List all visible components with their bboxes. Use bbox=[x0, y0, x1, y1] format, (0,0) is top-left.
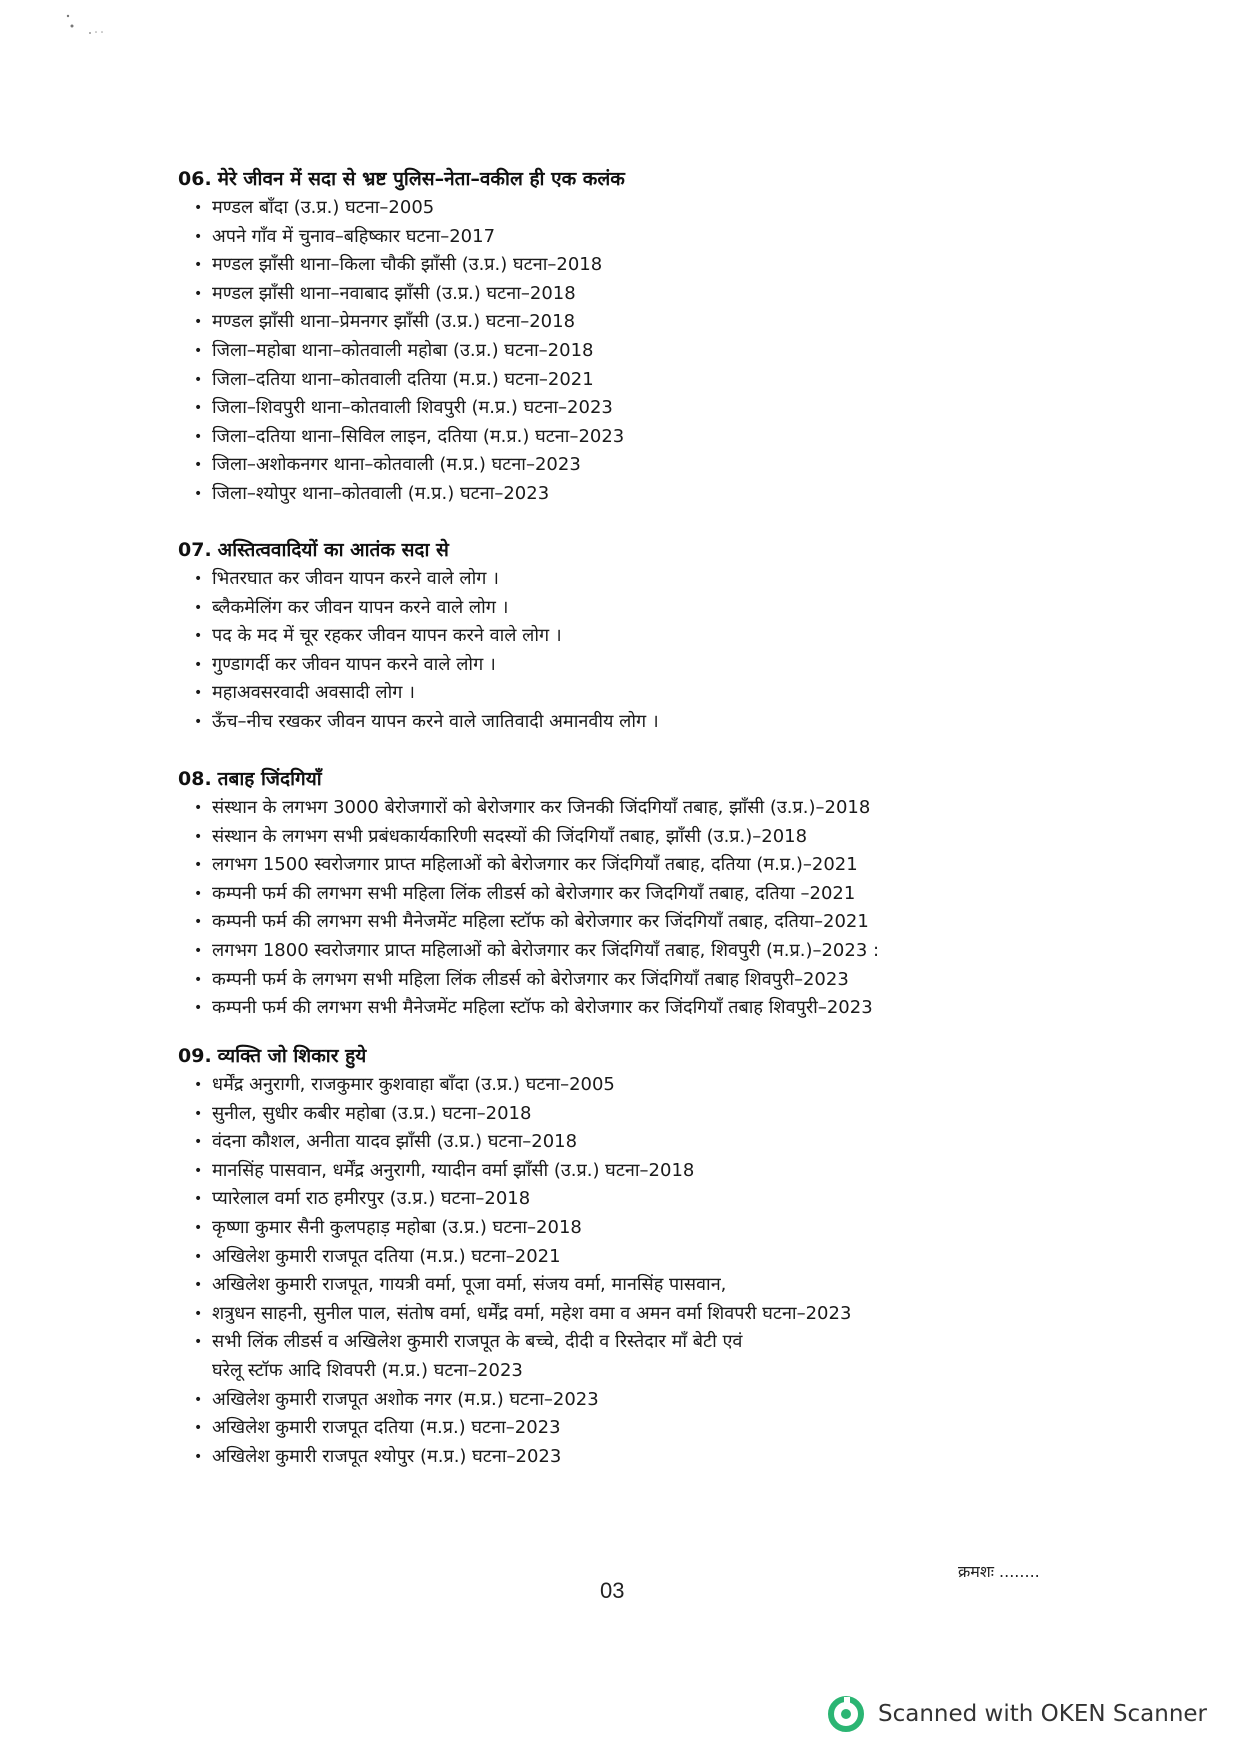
section-number: 09. bbox=[178, 1045, 212, 1067]
bullet-icon: • bbox=[194, 1334, 203, 1351]
list-item-continuation: घरेलू स्टॉफ आदि शिवपरी (म.प्र.) घटना–2023 bbox=[212, 1359, 523, 1381]
list-item bbox=[194, 1271, 1138, 1300]
bullet-icon: • bbox=[194, 857, 203, 874]
scanner-watermark bbox=[826, 1694, 1207, 1734]
list-item-text: कम्पनी फर्म की लगभग सभी मैनेजमेंट महिला स्टॉफ को बेरोजगार कर जिंदगियाँ तबाह, दतिया–2021 bbox=[212, 911, 869, 933]
section-title bbox=[178, 1041, 1138, 1071]
bullet-icon: • bbox=[194, 971, 203, 988]
bullet-icon: • bbox=[194, 1219, 203, 1236]
list-item bbox=[194, 480, 1138, 509]
list-item-text: अखिलेश कुमारी राजपूत श्योपुर (म.प्र.) घटना–2023 bbox=[212, 1445, 562, 1467]
list-item bbox=[194, 337, 1138, 366]
bullet-icon: • bbox=[194, 713, 203, 730]
list-item bbox=[194, 708, 1138, 737]
section-heading: व्यक्ति जो शिकार हुये bbox=[217, 1045, 367, 1067]
section-title bbox=[178, 764, 1138, 794]
list-item-text: मण्डल बाँदा (उ.प्र.) घटना–2005 bbox=[212, 197, 435, 218]
continued-marker: क्रमशः ........ bbox=[958, 1562, 1040, 1581]
list-item-text: कृष्णा कुमार सैनी कुलपहाड़ महोबा (उ.प्र.) घटना–2018 bbox=[212, 1216, 582, 1238]
bullet-icon: • bbox=[194, 228, 203, 245]
bullet-icon: • bbox=[194, 400, 203, 417]
bullet-icon: • bbox=[194, 656, 203, 673]
section-title bbox=[178, 535, 1138, 565]
list-item bbox=[194, 794, 1138, 823]
bullet-icon: • bbox=[194, 1000, 203, 1017]
list-item-text: ऊँच–नीच रखकर जीवन यापन करने वाले जातिवादी अमानवीय लोग । bbox=[212, 710, 659, 732]
list-item bbox=[194, 1128, 1138, 1157]
list-item-text: ब्लैकमेलिंग कर जीवन यापन करने वाले लोग । bbox=[212, 596, 509, 618]
list-item bbox=[194, 966, 1138, 995]
list-item-text: जिला–दतिया थाना–कोतवाली दतिया (म.प्र.) घटना–2021 bbox=[212, 368, 594, 390]
list-item-text: शत्रुधन साहनी, सुनील पाल, संतोष वर्मा, धर्मेंद्र वर्मा, महेश वमा व अमन वर्मा शिवपरी घटना–2023 bbox=[212, 1302, 852, 1324]
bullet-list bbox=[178, 565, 1138, 737]
list-item-text: कम्पनी फर्म की लगभग सभी मैनेजमेंट महिला स्टॉफ को बेरोजगार कर जिंदगियाँ तबाह शिवपुरी–2023 bbox=[212, 997, 873, 1019]
list-item-text: वंदना कौशल, अनीता यादव झाँसी (उ.प्र.) घटना–2018 bbox=[212, 1131, 578, 1153]
list-item bbox=[194, 622, 1138, 651]
bullet-icon: • bbox=[194, 942, 203, 959]
bullet-icon: • bbox=[194, 285, 203, 302]
bullet-icon: • bbox=[194, 342, 203, 359]
list-item bbox=[194, 366, 1138, 395]
scanner-watermark-text: Scanned with OKEN Scanner bbox=[878, 1701, 1207, 1727]
list-item bbox=[194, 1328, 1138, 1385]
list-item-text: संस्थान के लगभग सभी प्रबंधकार्यकारिणी सदस्यों की जिंदगियाँ तबाह, झाँसी (उ.प्र.)–2018 bbox=[212, 825, 808, 847]
section-heading: तबाह जिंदगियाँ bbox=[217, 768, 322, 790]
section-heading: मेरे जीवन में सदा से भ्रष्ट पुलिस–नेता–वकील ही एक कलंक bbox=[217, 168, 625, 190]
list-item-text: कम्पनी फर्म के लगभग सभी महिला लिंक लीडर्स को बेरोजगार कर जिंदगियाँ तबाह शिवपुरी–2023 bbox=[212, 968, 849, 990]
bullet-icon: • bbox=[194, 1248, 203, 1265]
list-item-text: मण्डल झाँसी थाना–नवाबाद झाँसी (उ.प्र.) घटना–2018 bbox=[212, 282, 576, 304]
list-item-text: मण्डल झाँसी थाना–प्रेमनगर झाँसी (उ.प्र.) घटना–2018 bbox=[212, 311, 576, 333]
bullet-icon: • bbox=[194, 1420, 203, 1437]
list-item-text: जिला–शिवपुरी थाना–कोतवाली शिवपुरी (म.प्र.) घटना–2023 bbox=[212, 397, 613, 419]
bullet-icon: • bbox=[194, 1391, 203, 1408]
list-item bbox=[194, 679, 1138, 708]
bullet-icon: • bbox=[194, 1134, 203, 1151]
section-number: 07. bbox=[178, 539, 212, 561]
list-item-text: जिला–दतिया थाना–सिविल लाइन, दतिया (म.प्र.) घटना–2023 bbox=[212, 425, 625, 447]
bullet-list bbox=[178, 1071, 1138, 1471]
list-item bbox=[194, 1386, 1138, 1415]
bullet-icon: • bbox=[194, 571, 203, 587]
section-08 bbox=[178, 764, 1138, 1023]
bullet-icon: • bbox=[194, 885, 203, 902]
list-item bbox=[194, 280, 1138, 309]
list-item-text: लगभग 1500 स्वरोजगार प्राप्त महिलाओं को बेरोजगार कर जिंदगियाँ तबाह, दतिया (म.प्र.)–2021 bbox=[212, 854, 858, 876]
bullet-icon: • bbox=[194, 428, 203, 445]
bullet-icon: • bbox=[194, 457, 203, 474]
list-item bbox=[194, 1214, 1138, 1243]
list-item-text: अखिलेश कुमारी राजपूत, गायत्री वर्मा, पूजा वर्मा, संजय वर्मा, मानसिंह पासवान, bbox=[212, 1274, 727, 1296]
bullet-icon: • bbox=[194, 1448, 203, 1465]
section-number: 06. bbox=[178, 168, 212, 190]
list-item-text: अखिलेश कुमारी राजपूत दतिया (म.प्र.) घटना–2023 bbox=[212, 1417, 561, 1439]
oken-scanner-logo-icon bbox=[826, 1694, 866, 1734]
list-item-text: संस्थान के लगभग 3000 बेरोजगारों को बेरोजगार कर जिनकी जिंदगियाँ तबाह, झाँसी (उ.प्र.)–2018 bbox=[212, 797, 871, 818]
list-item-text: कम्पनी फर्म की लगभग सभी महिला लिंक लीडर्स को बेरोजगार कर जिदगियाँ तबाह, दतिया –2021 bbox=[212, 882, 856, 904]
bullet-icon: • bbox=[194, 685, 203, 702]
bullet-icon: • bbox=[194, 1162, 203, 1179]
list-item bbox=[194, 1157, 1138, 1186]
bullet-list bbox=[178, 794, 1138, 1023]
bullet-icon: • bbox=[194, 1105, 203, 1122]
section-number: 08. bbox=[178, 768, 212, 790]
list-item bbox=[194, 394, 1138, 423]
list-item-text: अखिलेश कुमारी राजपूत अशोक नगर (म.प्र.) घटना–2023 bbox=[212, 1388, 599, 1410]
list-item bbox=[194, 1185, 1138, 1214]
bullet-icon: • bbox=[194, 914, 203, 931]
section-06 bbox=[178, 164, 1138, 509]
scan-specks bbox=[60, 8, 120, 68]
list-item bbox=[194, 994, 1138, 1023]
list-item-text: प्यारेलाल वर्मा राठ हमीरपुर (उ.प्र.) घटना–2018 bbox=[212, 1188, 531, 1210]
list-item-text: सुनील, सुधीर कबीर महोबा (उ.प्र.) घटना–2018 bbox=[212, 1102, 532, 1124]
section-heading: अस्तित्ववादियों का आतंक सदा से bbox=[217, 539, 449, 561]
list-item-text: पद के मद में चूर रहकर जीवन यापन करने वाले लोग । bbox=[212, 625, 562, 647]
list-item bbox=[194, 194, 1138, 223]
list-item bbox=[194, 251, 1138, 280]
list-item-text: महाअवसरवादी अवसादी लोग । bbox=[212, 682, 415, 704]
page-number: 03 bbox=[600, 1578, 625, 1603]
bullet-icon: • bbox=[194, 800, 203, 816]
list-item-text: अपने गाँव में चुनाव–बहिष्कार घटना–2017 bbox=[212, 225, 496, 247]
list-item bbox=[194, 1100, 1138, 1129]
list-item bbox=[194, 223, 1138, 252]
bullet-icon: • bbox=[194, 1277, 203, 1294]
bullet-icon: • bbox=[194, 371, 203, 388]
section-07 bbox=[178, 535, 1138, 737]
bullet-icon: • bbox=[194, 1305, 203, 1322]
bullet-icon: • bbox=[194, 628, 203, 645]
list-item-text: जिला–अशोकनगर थाना–कोतवाली (म.प्र.) घटना–2023 bbox=[212, 454, 581, 476]
list-item bbox=[194, 308, 1138, 337]
list-item-text: सभी लिंक लीडर्स व अखिलेश कुमारी राजपूत के बच्चे, दीदी व रिस्तेदार माँ बेटी एवं bbox=[212, 1331, 743, 1353]
list-item bbox=[194, 1443, 1138, 1472]
list-item bbox=[194, 423, 1138, 452]
list-item bbox=[194, 937, 1138, 966]
list-item bbox=[194, 451, 1138, 480]
list-item bbox=[194, 594, 1138, 623]
bullet-icon: • bbox=[194, 599, 203, 616]
list-item bbox=[194, 565, 1138, 594]
list-item bbox=[194, 823, 1138, 852]
list-item-text: भितरघात कर जीवन यापन करने वाले लोग । bbox=[212, 568, 499, 589]
bullet-icon: • bbox=[194, 200, 203, 216]
list-item bbox=[194, 1071, 1138, 1100]
bullet-icon: • bbox=[194, 485, 203, 502]
list-item bbox=[194, 1300, 1138, 1329]
list-item-text: जिला–महोबा थाना–कोतवाली महोबा (उ.प्र.) घटना–2018 bbox=[212, 339, 594, 361]
list-item-text: अखिलेश कुमारी राजपूत दतिया (म.प्र.) घटना–2021 bbox=[212, 1245, 561, 1267]
list-item bbox=[194, 1243, 1138, 1272]
list-item bbox=[194, 880, 1138, 909]
bullet-icon: • bbox=[194, 828, 203, 845]
bullet-icon: • bbox=[194, 1077, 203, 1093]
list-item-text: मण्डल झाँसी थाना–किला चौकी झाँसी (उ.प्र.) घटना–2018 bbox=[212, 254, 603, 276]
list-item bbox=[194, 908, 1138, 937]
bullet-icon: • bbox=[194, 1191, 203, 1208]
list-item bbox=[194, 651, 1138, 680]
bullet-icon: • bbox=[194, 257, 203, 274]
list-item bbox=[194, 1414, 1138, 1443]
bullet-list bbox=[178, 194, 1138, 509]
section-09 bbox=[178, 1041, 1138, 1471]
list-item-text: धर्मेंद्र अनुरागी, राजकुमार कुशवाहा बाँदा (उ.प्र.) घटना–2005 bbox=[212, 1074, 615, 1095]
list-item-text: गुण्डागर्दी कर जीवन यापन करने वाले लोग । bbox=[212, 653, 496, 675]
list-item-text: मानसिंह पासवान, धर्मेंद्र अनुरागी, ग्यादीन वर्मा झाँसी (उ.प्र.) घटना–2018 bbox=[212, 1159, 695, 1181]
section-title bbox=[178, 164, 1138, 194]
list-item-text: लगभग 1800 स्वरोजगार प्राप्त महिलाओं को बेरोजगार कर जिंदगियाँ तबाह, शिवपुरी (म.प्र.)–2023 : bbox=[212, 939, 880, 961]
list-item bbox=[194, 851, 1138, 880]
bullet-icon: • bbox=[194, 314, 203, 331]
list-item-text: जिला–श्योपुर थाना–कोतवाली (म.प्र.) घटना–2023 bbox=[212, 482, 550, 504]
